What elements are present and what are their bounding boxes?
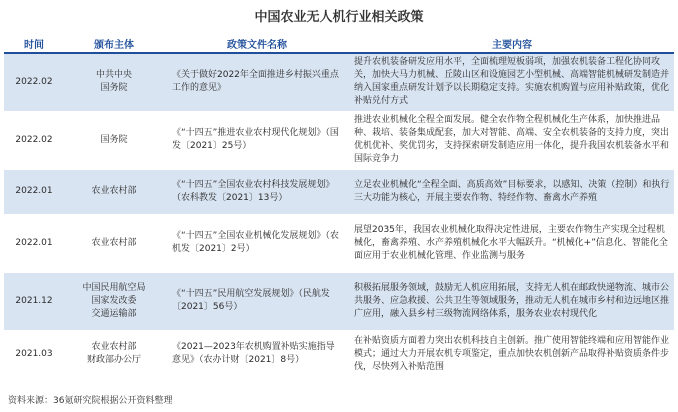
cell-time: 2022.01 [4,169,64,214]
cell-time: 2022.02 [4,53,64,111]
cell-issuer: 中共中央 国务院 [64,53,164,111]
header-content: 主要内容 [350,34,674,53]
table-row [4,214,674,272]
cell-content: 推进农业机械化全程全面发展。健全农作物全程机械化生产体系，加快推进品种、栽培、装备集成配套，加大对智能、高端、安全农机装备的支持力度，突出优机优补、奖优罚劣，支持探索研发制造应用一体化，提升我国农机装备水平和国际竞争力 [350,111,674,169]
page-title: 中国农业无人机行业相关政策 [254,10,424,25]
table-header [4,34,674,53]
cell-content: 展望2035年，我国农业机械化取得决定性进展，主要农作物生产实现全过程机械化，畜禽养殖、水产养殖机械化水平大幅跃升。“机械化+”信息化、智能化全面应用于农业机械化管理、作业监测与服务 [350,214,674,272]
header-issuer: 颁布主体 [64,34,164,53]
header-row [4,34,674,53]
cell-issuer: 中国民用航空局 国家发改委 交通运输部 [64,272,164,330]
cell-content: 提升农机装备研发应用水平，全面梳理短板弱项，加强农机装备工程化协同攻关，加快大马力机械、丘陵山区和设施园艺小型机械、高端智能机械研发制造并纳入国家重点研发计划予以长期稳定支持。实施农机购置与应用补贴政策，优化补贴兑付方式 [350,53,674,111]
cell-issuer: 国务院 [64,111,164,169]
table-row [4,111,674,169]
cell-content: 积极拓展服务领域，鼓励无人机应用拓展，支持无人机在邮政快递物流、城市公共服务、应急救援、公共卫生等领域服务，推动无人机在城市乡村和边远地区推广应用，融入县乡村三级物流网络体系，服务农业农村现代化 [350,272,674,330]
cell-content: 在补贴资质方面着力突出农机科技自主创新。推广使用智能终端和应用智能作业模式；通过大力开展农机专项鉴定，重点加快农机创新产品取得补贴资质条件步伐，尽快列入补贴范围 [350,330,674,378]
policy-table [4,34,674,379]
cell-document: 《“十四五”全国农业农村科技发展规划》（农科教发〔2021〕13号） [164,169,350,214]
table-row [4,53,674,111]
cell-issuer: 农业农村部 财政部办公厅 [64,330,164,378]
cell-document: 《“十四五”推进农业农村现代化规划》（国发〔2021〕25号） [164,111,350,169]
cell-time: 2021.12 [4,272,64,330]
table-row [4,272,674,330]
cell-document: 《“十四五”民用航空发展规划》（民航发〔2021〕56号） [164,272,350,330]
cell-document: 《2021—2023年农机购置补贴实施指导意见》（农办计财〔2021〕8号） [164,330,350,378]
table-row [4,169,674,214]
cell-content: 立足农业机械化“全程全面、高质高效”目标要求，以感知、决策（控制）和执行三大功能为核心，开展主要农作物、特经作物、畜禽水产养殖 [350,169,674,214]
table-body [4,53,674,378]
cell-document: 《“十四五”全国农业机械化发展规划》（农机发〔2021〕2号） [164,214,350,272]
cell-issuer: 农业农村部 [64,169,164,214]
header-document: 政策文件名称 [164,34,350,53]
cell-time: 2022.02 [4,111,64,169]
table-row [4,330,674,378]
cell-issuer: 农业农村部 [64,214,164,272]
cell-document: 《关于做好2022年全面推进乡村振兴重点工作的意见》 [164,53,350,111]
header-time: 时间 [4,34,64,53]
cell-time: 2022.01 [4,214,64,272]
cell-time: 2021.03 [4,330,64,378]
source-note: 资料来源：36氪研究院根据公开资料整理 [8,396,173,406]
